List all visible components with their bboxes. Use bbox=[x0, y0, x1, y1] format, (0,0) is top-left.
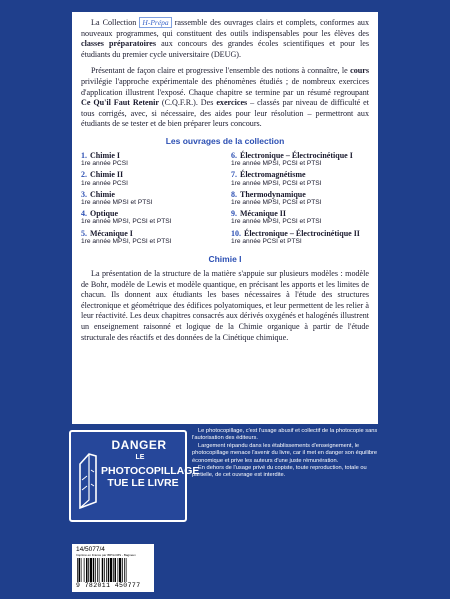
method-text-3: (C.Q.F.R.). Des bbox=[161, 98, 214, 108]
book-level: 1re année MPSI et PTSI bbox=[81, 198, 153, 206]
intro-paragraph bbox=[81, 18, 369, 60]
book-number: 1. bbox=[81, 150, 87, 160]
method-text-2: privilégie l'approche expérimentale des phénomènes étudiés ; de nombreux exercices d'application illustrent l'exposé. Chaque chapitre se termine par un résumé regroupant bbox=[81, 76, 369, 97]
book-item bbox=[81, 151, 219, 168]
book-level: 1re année PCSI et PTSI bbox=[231, 237, 302, 245]
crumbling-book-icon bbox=[77, 450, 99, 510]
book-list bbox=[81, 151, 369, 248]
book-column-right bbox=[231, 151, 369, 248]
book-title: Optique bbox=[90, 209, 119, 219]
method-bold-1: cours bbox=[350, 66, 370, 76]
notice-paragraph-3: En dehors de l'usage privé du copiste, toute reproduction, totale ou partielle, de cet ouvrage est interdite. bbox=[192, 465, 367, 479]
book-item bbox=[81, 209, 219, 226]
book-item bbox=[81, 190, 219, 207]
book-title: Chimie II bbox=[90, 170, 124, 180]
book-number: 9. bbox=[231, 209, 237, 219]
collection-logo: H-Prépa bbox=[139, 17, 171, 28]
danger-line-tue-le-livre: TUE LE LIVRE bbox=[107, 477, 179, 489]
book-title: Électronique – Électrocinétique I bbox=[240, 150, 353, 160]
book-item bbox=[231, 209, 369, 226]
barcode bbox=[76, 558, 150, 582]
book-number: 8. bbox=[231, 189, 237, 199]
book-item bbox=[231, 190, 369, 207]
book-number: 4. bbox=[81, 209, 87, 219]
book-number: 2. bbox=[81, 170, 87, 180]
intro-text-2: rassemble des ouvrages clairs et complets, conformes aux nouveaux programmes, qui constituent des outils indispensables pour les élèves des bbox=[81, 18, 370, 38]
danger-word: DANGER bbox=[111, 438, 167, 452]
book-column-left bbox=[81, 151, 219, 248]
book-title: Thermodynamique bbox=[240, 189, 306, 199]
intro-bold-1: classes préparatoires bbox=[81, 39, 157, 49]
bottom-section bbox=[0, 426, 450, 599]
book-number: 10. bbox=[231, 228, 241, 238]
book-item bbox=[231, 151, 369, 168]
book-title: Mécanique II bbox=[240, 209, 286, 219]
book-number: 3. bbox=[81, 189, 87, 199]
method-text-4: – classés par niveau de difficulté et tous corrigés, avec, si nécessaire, des aides pour leur résolution – permettront aux étudiants de se tester et de bien préparer leurs concours. bbox=[81, 98, 370, 129]
intro-text-3: aux concours des grandes écoles scientifiques et pour les étudiants du premier cycle universitaire (DEUG). bbox=[81, 39, 369, 59]
book-number: 6. bbox=[231, 150, 237, 160]
back-cover-panel bbox=[72, 12, 378, 424]
chimie-title: Chimie I bbox=[208, 253, 242, 264]
reference-number: 14/5077/4 bbox=[76, 546, 105, 553]
book-level: 1re année MPSI, PCSI et PTSI bbox=[231, 179, 322, 187]
book-level: 1re année MPSI, PCSI et PTSI bbox=[231, 160, 322, 168]
method-paragraph bbox=[81, 66, 369, 130]
book-item bbox=[81, 229, 219, 246]
chimie-description: La présentation de la structure de la matière s'appuie sur plusieurs modèles : modèle de Bohr, modèle de Lewis et modèle quantique, en précisant les apports et les limites de chacun. Ils donnent aux étudiants les bases nécessaires à l'étude des structures électronique et géométrique des édifices polyatomiques, et leur permettent de les relier à leur réactivité. Les deux chapitres consacrés aux dérivés oxygénés et halogénés illustrent un enseignement raisonné et logique de la Chimie organique à partir de l'étude structurale des réactifs et des données de la Cinétique chimique. bbox=[81, 268, 369, 342]
printer-note: Imprimé en France par IBP/LCMS - Bagneux bbox=[76, 553, 136, 557]
book-number: 5. bbox=[81, 228, 87, 238]
barcode-label bbox=[72, 544, 154, 592]
book-title: Électromagnétisme bbox=[240, 170, 306, 180]
book-level: 1re année PCSI bbox=[81, 160, 128, 168]
book-level: 1re année PCSI bbox=[81, 179, 128, 187]
book-number: 7. bbox=[231, 170, 237, 180]
book-level: 1re année MPSI, PCSI et PTSI bbox=[81, 237, 172, 245]
method-bold-3: exercices bbox=[216, 98, 248, 108]
collection-title: Les ouvrages de la collection bbox=[165, 135, 285, 146]
book-item bbox=[231, 229, 369, 246]
danger-logo bbox=[69, 430, 200, 522]
intro-text-1: La Collection bbox=[91, 18, 137, 27]
ean-number: 9 782011 450777 bbox=[76, 582, 141, 589]
book-title: Chimie I bbox=[90, 150, 120, 160]
book-level: 1re année MPSI, PCSI et PTSI bbox=[231, 218, 322, 226]
book-level: 1re année MPSI, PCSI et PTSI bbox=[231, 198, 322, 206]
book-title: Électronique – Électrocinétique II bbox=[244, 228, 360, 238]
book-item bbox=[231, 170, 369, 187]
notice-paragraph-1: Le photocopillage, c'est l'usage abusif et collectif de la photocopie sans l'autorisation des éditeurs. bbox=[192, 428, 378, 442]
danger-le: LE bbox=[135, 454, 145, 461]
danger-slogan bbox=[101, 465, 200, 489]
danger-line-photocopillage: PHOTOCOPILLAGE bbox=[101, 465, 200, 477]
book-item bbox=[81, 170, 219, 187]
photocopy-notice bbox=[192, 428, 380, 480]
book-title: Mécanique I bbox=[90, 228, 133, 238]
book-level: 1re année MPSI, PCSI et PTSI bbox=[81, 218, 172, 226]
method-text-1: Présentant de façon claire et progressive l'ensemble des notions à connaître, le bbox=[91, 66, 348, 76]
notice-paragraph-2: Largement répandu dans les établissements d'enseignement, le photocopillage menace l'avenir du livre, car il met en danger son équilibre économique et prive les auteurs d'une juste rémunération. bbox=[192, 442, 378, 464]
book-title: Chimie bbox=[90, 189, 115, 199]
method-bold-2: Ce Qu'il Faut Retenir bbox=[81, 98, 159, 108]
